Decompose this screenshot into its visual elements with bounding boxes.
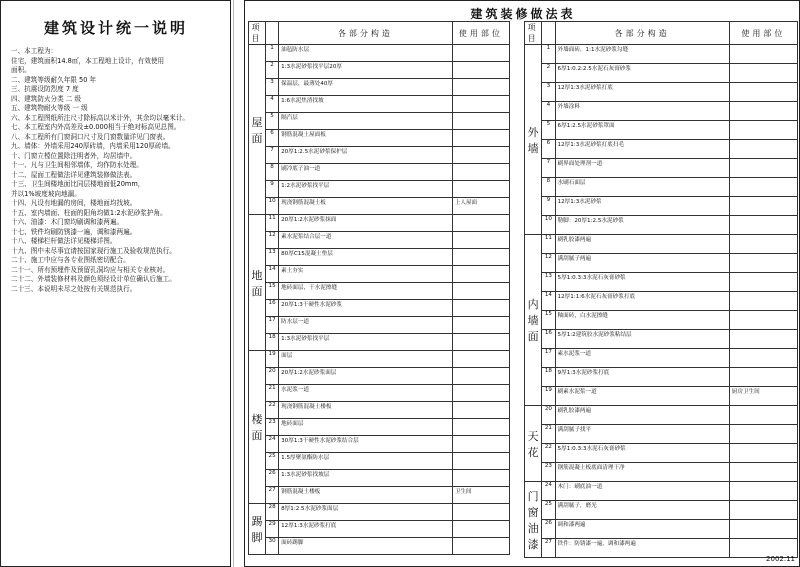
table-row [525,482,798,501]
cell-num: 22 [266,402,279,419]
table-title: 建筑装修做法表 [470,7,576,21]
cell-desc: 钢筋混凝土楼板 [279,487,453,504]
cell-desc: 素土夯实 [279,266,453,283]
cell-num: 25 [542,501,555,520]
cell-desc: 现浇钢筋混凝土板 [279,198,453,215]
cell-use [729,102,797,121]
cell-num: 21 [266,385,279,402]
cell-desc: 满刮腻子两遍 [555,254,729,273]
note-line: 九、墙体：外墙采用240厚砖墙，内墙采用120厚砖墙。 [11,142,175,150]
cell-use [452,96,509,113]
cell-num: 17 [266,317,279,334]
cell-use [729,463,797,482]
cell-num: 10 [542,216,555,235]
table-row [249,232,510,249]
cell-use [452,164,509,181]
cell-num: 18 [542,368,555,387]
cell-num: 5 [266,113,279,130]
cell-num: 18 [266,334,279,351]
cell-use [452,113,509,130]
cell-num: 23 [266,419,279,436]
cell-num: 6 [542,140,555,159]
section-label: 外墙 [525,45,542,235]
table-row [525,254,798,273]
table-row [249,504,510,521]
cell-desc: 刷界面处理剂一道 [555,159,729,178]
cell-use [452,45,509,62]
cell-desc: 6厚1:2.5水泥砂浆罩面 [555,121,729,140]
section-label: 地面 [249,215,266,351]
cell-desc: 20厚1:2水泥砂浆面层 [279,368,453,385]
cell-num: 9 [266,181,279,198]
cell-num: 23 [542,463,555,482]
table-row [249,79,510,96]
date-stamp: 2002.11 [766,555,795,563]
cell-num: 24 [266,436,279,453]
cell-desc: 素水泥浆结合层一道 [279,232,453,249]
table-row [249,147,510,164]
cell-num: 6 [266,130,279,147]
cell-use [452,181,509,198]
cell-num: 15 [266,283,279,300]
table-row [249,334,510,351]
cell-num: 7 [266,147,279,164]
cell-desc: 保温层，最薄处40厚 [279,79,453,96]
header-position: 项目 [249,22,266,45]
cell-num: 28 [266,504,279,521]
table-row [249,368,510,385]
table-row [249,402,510,419]
cell-num: 27 [266,487,279,504]
table-row [525,368,798,387]
cell-use [452,368,509,385]
cell-use [452,453,509,470]
table-row [525,311,798,330]
cell-desc: 5厚1:0.3:3水泥石灰膏砂浆 [555,273,729,292]
table-row [525,273,798,292]
cell-num: 1 [266,45,279,62]
cell-use [452,334,509,351]
cell-num: 17 [542,349,555,368]
binding-line [233,0,234,567]
cell-desc: 20厚1:2.5水泥砂浆保护层 [279,147,453,164]
cell-desc: 隔汽层 [279,113,453,130]
cell-num: 2 [266,62,279,79]
cell-desc: 外墙面砖，1:1水泥砂浆勾缝 [555,45,729,64]
cell-num: 20 [542,406,555,425]
cell-use [452,521,509,538]
table-row [249,317,510,334]
cell-use [452,351,509,368]
cell-use [452,538,509,555]
table-row [249,385,510,402]
table-row [525,121,798,140]
table-row [249,45,510,62]
table-row [525,520,798,539]
cell-desc: 刷素水泥浆一道 [555,387,729,406]
renovation-table-left [248,21,510,555]
cell-use: 厨房卫生间 [729,387,797,406]
table-row [249,249,510,266]
table-row [249,521,510,538]
cell-desc: 地砖面层 [279,419,453,436]
note-line: 五、建筑物耐火等级 一 级 [11,104,88,112]
cell-desc: 水刷石面层 [555,178,729,197]
cell-use [729,311,797,330]
cell-use: 卫生间 [452,487,509,504]
cell-use [452,62,509,79]
cell-use [452,419,509,436]
cell-desc: 1:6水泥焦渣找坡 [279,96,453,113]
cell-use [452,300,509,317]
header-description: 各部分构造 [279,22,453,45]
table-row [249,62,510,79]
table-header-row [525,22,798,45]
cell-num: 19 [542,387,555,406]
cell-use [729,425,797,444]
cell-use [729,45,797,64]
section-label: 内墙面 [525,235,542,406]
cell-use [729,140,797,159]
cell-use [729,501,797,520]
table-row [249,453,510,470]
table-row [525,216,798,235]
section-label: 屋面 [249,45,266,215]
table-row [249,181,510,198]
note-line: 十八、楼梯栏杆做法详见楼梯详图。 [11,237,117,245]
cell-use [452,130,509,147]
note-line: 十、门窗立樘位置除注明者外，均居墙中。 [11,151,137,160]
header-position: 项目 [525,22,542,45]
table-row [525,197,798,216]
table-row [249,419,510,436]
header-usage: 使用部位 [729,22,797,45]
table-row [249,215,510,232]
note-line: 十一、凡与卫生间相邻墙体，均作防水处理。 [11,161,143,169]
table-row [525,387,798,406]
cell-num: 19 [266,351,279,368]
cell-num: 25 [266,453,279,470]
cell-desc: 木门：刷底油一道 [555,482,729,501]
cell-desc: 30厚1:3干硬性水泥砂浆结合层 [279,436,453,453]
cell-desc: 钢筋混凝土屋面板 [279,130,453,147]
cell-num: 11 [542,235,555,254]
cell-desc: 1:2水泥砂浆找平层 [279,181,453,198]
cell-use [729,64,797,83]
cell-use [729,292,797,311]
cell-desc: 9厚1:3水泥砂浆打底 [555,368,729,387]
cell-num: 22 [542,444,555,463]
table-row [249,538,510,555]
cell-use [729,520,797,539]
cell-use [729,368,797,387]
header-description: 各部分构造 [555,22,729,45]
cell-desc: 油毡防水层 [279,45,453,62]
cell-desc: 刷冷底子油一道 [279,164,453,181]
cell-desc: 刷乳胶漆两遍 [555,406,729,425]
table-row [525,292,798,311]
cell-num: 10 [266,198,279,215]
cell-use [452,317,509,334]
cell-num: 26 [542,520,555,539]
cell-num: 15 [542,311,555,330]
note-line: 面积。 [11,66,31,74]
cell-use [729,216,797,235]
cell-desc: 20厚1:3干硬性水泥砂浆 [279,300,453,317]
cell-desc: 钢筋混凝土板底面清理干净 [555,463,729,482]
note-line: 二十三、本说明未尽之处按有关规范执行。 [11,284,137,293]
cell-desc: 勒脚：20厚1:2.5水泥砂浆 [555,216,729,235]
note-line: 十九、图中未尽事宜请按国家现行施工及验收规范执行。 [11,246,176,255]
table-row [249,198,510,215]
note-line: 十七、铁件均刷防锈漆一遍，调和漆两遍。 [11,227,137,236]
table-row [249,130,510,147]
section-label: 门窗油漆 [525,482,542,558]
cell-desc: 6厚1:0.2:2.5水泥石灰膏砂浆 [555,64,729,83]
table-row [525,159,798,178]
cell-desc: 8厚1:2.5水泥砂浆面层 [279,504,453,521]
cell-use [729,444,797,463]
note-line: 十五、室内墙面、柱面的阳角均做1:2水泥砂浆护角。 [11,208,167,217]
note-line: 二十二、外墙装修材料及颜色须经设计单位确认后施工。 [11,275,176,283]
cell-desc: 12厚1:3水泥砂浆打底 [555,83,729,102]
note-line: 八、本工程所有门窗洞口尺寸及门窗数量详见门窗表。 [11,132,170,141]
cell-use [729,235,797,254]
table-row [525,425,798,444]
cell-desc: 1:3水泥砂浆找平层 [279,334,453,351]
table-row [525,235,798,254]
table-row [249,436,510,453]
cell-desc: 防水层一道 [279,317,453,334]
table-row [525,45,798,64]
note-line: 二、建筑等级耐久年限 50 年 [11,75,97,84]
cell-num: 14 [266,266,279,283]
note-line: 十四、凡设有地漏的房间，楼地面均找坡。 [11,199,137,207]
cell-num: 2 [542,64,555,83]
cell-num: 13 [266,249,279,266]
table-row [525,330,798,349]
renovation-table-right [524,21,798,558]
table-row [525,64,798,83]
cell-desc: 1.5厚聚氨酯防水层 [279,453,453,470]
cell-use [452,215,509,232]
table-row [525,501,798,520]
note-line: 并以1%坡度坡向地漏。 [11,189,81,198]
cell-num: 16 [266,300,279,317]
cell-num: 8 [266,164,279,181]
table-row [249,300,510,317]
table-row [525,102,798,121]
cell-desc: 满刮腻子，磨光 [555,501,729,520]
cell-desc: 刷乳胶漆两遍 [555,235,729,254]
cell-use [729,330,797,349]
cell-use [452,266,509,283]
table-row [525,444,798,463]
notes-title: 建筑设计统一说明 [43,19,188,37]
table-row [525,406,798,425]
cell-num: 9 [542,197,555,216]
cell-desc: 满刮腻子找平 [555,425,729,444]
section-label: 踢脚 [249,504,266,555]
table-row [249,266,510,283]
table-row [249,470,510,487]
table-row [525,178,798,197]
cell-desc: 20厚1:2水泥砂浆抹面 [279,215,453,232]
note-line: 七、本工程室内外高差及±0.000相当于绝对标高见总图。 [11,123,181,131]
cell-use [729,273,797,292]
cell-desc: 5厚1:0.3:3水泥石灰膏砂浆 [555,444,729,463]
table-header-row [249,22,510,45]
cell-num: 30 [266,538,279,555]
cell-use: 上人屋面 [452,198,509,215]
table-row [525,463,798,482]
table-row [525,140,798,159]
note-line: 一、本工程为： [11,47,58,55]
cell-num: 26 [266,470,279,487]
renovation-table-panel [244,0,800,567]
table-row [525,539,798,558]
table-row [525,349,798,368]
cell-num: 3 [542,83,555,102]
cell-num: 1 [542,45,555,64]
cell-use [729,121,797,140]
cell-desc: 80厚C15混凝土垫层 [279,249,453,266]
section-label: 楼面 [249,351,266,504]
design-notes-panel [0,0,231,567]
cell-use [452,504,509,521]
cell-num: 12 [542,254,555,273]
cell-desc: 铁件：防锈漆一遍，调和漆两遍 [555,539,729,558]
cell-use [729,349,797,368]
cell-use [452,402,509,419]
note-line: 四、建筑防火分类 二 级 [11,94,82,103]
cell-use [452,232,509,249]
cell-use [729,197,797,216]
cell-num: 4 [542,102,555,121]
cell-num: 5 [542,121,555,140]
note-line: 二十、施工中应与各专业图纸密切配合。 [11,256,130,264]
table-row [249,283,510,300]
cell-use [452,79,509,96]
note-line: 十三、卫生间楼地面比同层楼地面低20mm， [11,180,145,188]
cell-num: 21 [542,425,555,444]
note-line: 十二、屋面工程做法详见建筑装修做法表。 [11,170,137,179]
cell-num: 20 [266,368,279,385]
cell-use [729,178,797,197]
cell-num: 11 [266,215,279,232]
header-number [542,22,555,45]
cell-desc: 水泥浆一道 [279,385,453,402]
cell-desc: 12厚1:3水泥砂浆打底扫毛 [555,140,729,159]
table-row [249,351,510,368]
cell-use [729,406,797,425]
cell-use [729,159,797,178]
cell-use [452,385,509,402]
cell-use [452,470,509,487]
cell-use [729,254,797,273]
note-line: 三、抗震设防烈度 7 度 [11,85,79,93]
cell-num: 13 [542,273,555,292]
cell-desc: 外墙涂料 [555,102,729,121]
cell-desc: 现浇钢筋混凝土楼板 [279,402,453,419]
note-line: 住宅，建筑面积14.8㎡，本工程地上设计，有效使用 [11,56,165,65]
cell-use [452,147,509,164]
cell-num: 7 [542,159,555,178]
cell-desc: 地砖面层，干水泥擦缝 [279,283,453,300]
cell-num: 16 [542,330,555,349]
cell-use [452,436,509,453]
table-row [249,96,510,113]
note-line: 六、本工程图纸所注尺寸除标高以米计外，其余均以毫米计。 [11,113,190,122]
cell-num: 29 [266,521,279,538]
header-number [266,22,279,45]
cell-desc: 面砖踢脚 [279,538,453,555]
cell-desc: 素水泥浆一道 [555,349,729,368]
cell-use [452,249,509,266]
cell-num: 3 [266,79,279,96]
table-row [249,113,510,130]
cell-num: 27 [542,539,555,558]
table-row [249,164,510,181]
cell-num: 24 [542,482,555,501]
cell-desc: 釉面砖，白水泥擦缝 [555,311,729,330]
cell-num: 12 [266,232,279,249]
section-label: 天花 [525,406,542,482]
cell-desc: 12厚1:1:6水泥石灰膏砂浆打底 [555,292,729,311]
cell-use [452,283,509,300]
note-line: 十六、油漆：木门窗均刷调和漆两遍。 [11,218,124,226]
cell-num: 8 [542,178,555,197]
cell-desc: 12厚1:3水泥砂浆 [555,197,729,216]
cell-desc: 面层 [279,351,453,368]
note-line: 二十一、所有预埋件及预留孔洞均应与相关专业核对。 [11,265,170,274]
table-row [249,487,510,504]
notes-list [11,47,227,294]
table-row [525,83,798,102]
cell-desc: 调和漆两遍 [555,520,729,539]
cell-num: 14 [542,292,555,311]
cell-desc: 12厚1:3水泥砂浆打底 [279,521,453,538]
header-usage: 使用部位 [452,22,509,45]
cell-desc: 1:3水泥砂浆找坡层 [279,470,453,487]
cell-use [729,83,797,102]
cell-desc: 1:3水泥砂浆找平层20厚 [279,62,453,79]
cell-num: 4 [266,96,279,113]
cell-use [729,482,797,501]
cell-desc: 5厚1:2建筑胶水泥砂浆粘结层 [555,330,729,349]
